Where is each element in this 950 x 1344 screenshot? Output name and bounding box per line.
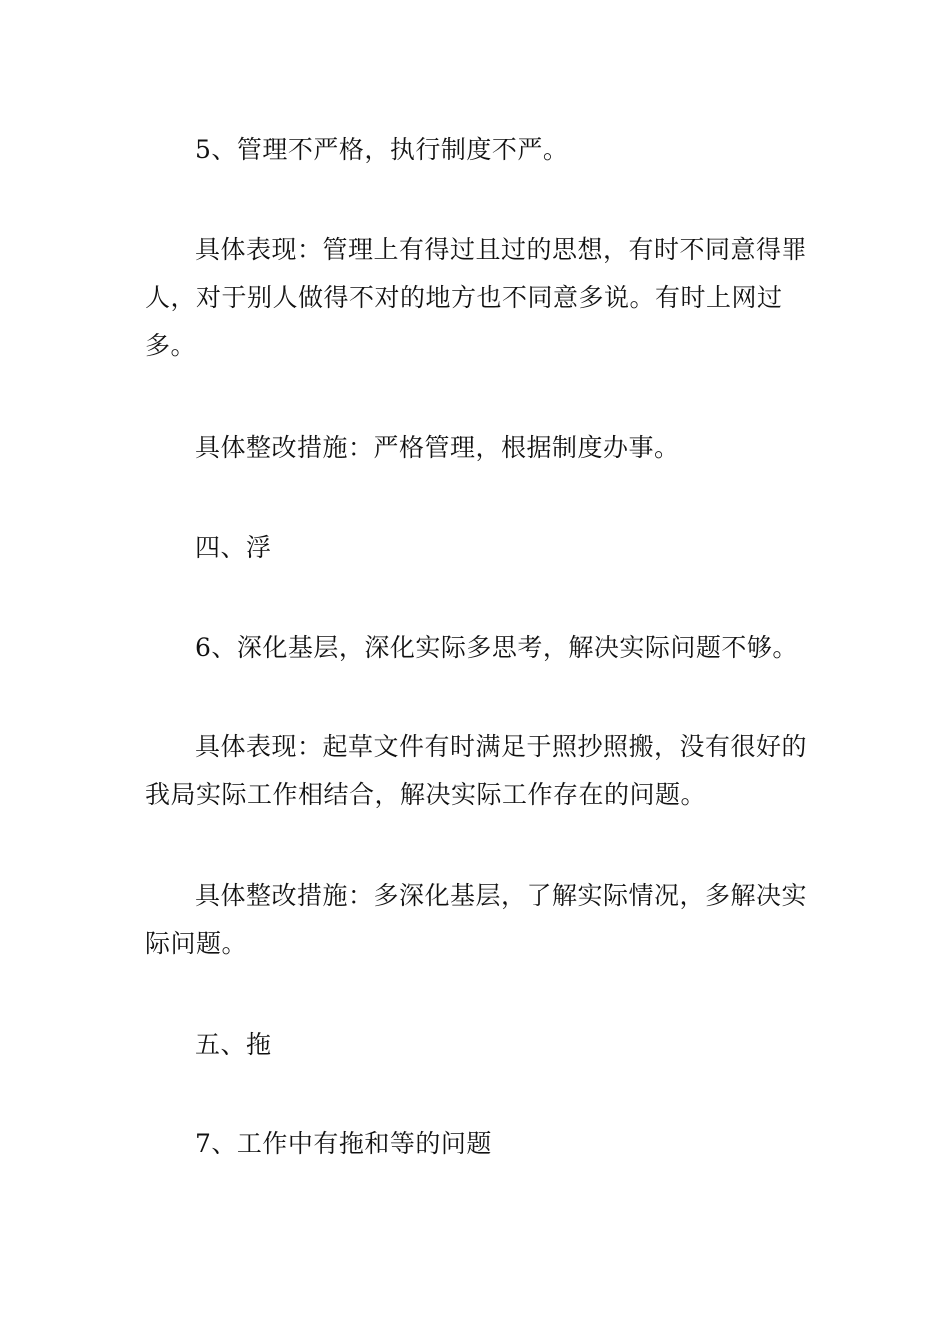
paragraph-item-5: 5、管理不严格，执行制度不严。: [195, 135, 569, 164]
paragraph-item-6-measure: 具体整改措施：多深化基层，了解实际情况，多解决实际问题。: [145, 881, 808, 958]
paragraph-item-5-detail: 具体表现：管理上有得过且过的思想，有时不同意得罪人，对于别人做得不对的地方也不同意多说。有时上网过多。: [145, 235, 808, 360]
section-heading-4: 四、浮: [195, 533, 272, 562]
paragraph-item-6: 6、深化基层，深化实际多思考，解决实际问题不够。: [195, 633, 798, 662]
paragraph-item-5-measure: 具体整改措施：严格管理，根据制度办事。: [195, 433, 680, 462]
paragraph-item-7: 7、工作中有拖和等的问题: [195, 1129, 492, 1158]
section-heading-5: 五、拖: [195, 1030, 272, 1059]
paragraph-item-6-detail: 具体表现：起草文件有时满足于照抄照搬，没有很好的我局实际工作相结合，解决实际工作存在的问题。: [145, 732, 808, 809]
